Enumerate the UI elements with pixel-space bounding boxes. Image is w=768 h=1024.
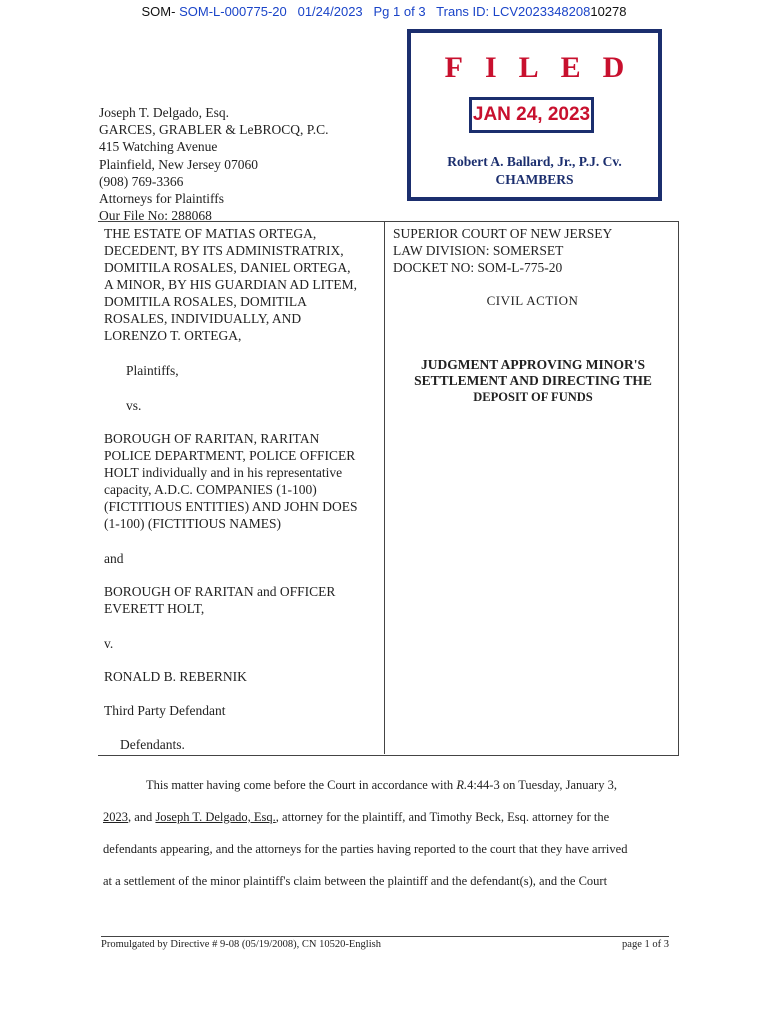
stamp-judge-name: Robert A. Ballard, Jr., P.J. Cv. <box>447 154 622 169</box>
attorney-city: Plainfield, New Jersey 07060 <box>99 156 258 172</box>
defendant-line: BOROUGH OF RARITAN, RARITAN <box>104 431 320 446</box>
third-party-defendant-name: RONALD B. REBERNIK <box>104 669 247 684</box>
defendant-line: POLICE DEPARTMENT, POLICE OFFICER <box>104 448 356 463</box>
attorney-block <box>99 104 329 224</box>
third-party-plaintiff-line: BOROUGH OF RARITAN and OFFICER <box>104 584 336 599</box>
header-trans-id: Trans ID: LCV2023348208 <box>436 4 591 19</box>
body-line-2 <box>103 810 671 825</box>
body-text: , and <box>128 810 156 824</box>
court-division: LAW DIVISION: SOMERSET <box>393 243 564 258</box>
title-line: SETTLEMENT AND DIRECTING THE <box>414 373 652 388</box>
footer-directive: Promulgated by Directive # 9-08 (05/19/2008), CN 10520-English <box>101 939 381 950</box>
attorney-name: Joseph T. Delgado, Esq. <box>99 105 229 120</box>
plaintiff-line: A MINOR, BY HIS GUARDIAN AD LITEM, <box>104 277 357 292</box>
stamp-date: JAN 24, 2023 <box>469 97 594 133</box>
header-page: Pg 1 of 3 <box>373 4 426 19</box>
plaintiff-line: ROSALES, INDIVIDUALLY, AND <box>104 311 302 326</box>
header-date: 01/24/2023 <box>297 4 363 19</box>
stamp-judge <box>411 153 658 189</box>
v-label: v. <box>104 636 114 651</box>
body-line-1 <box>103 778 714 793</box>
and-label: and <box>104 551 124 566</box>
filed-stamp <box>407 29 662 201</box>
plaintiff-line: DOMITILA ROSALES, DANIEL ORTEGA, <box>104 260 351 275</box>
footer-page-number: page 1 of 3 <box>622 939 669 950</box>
court-name: SUPERIOR COURT OF NEW JERSEY <box>393 226 613 241</box>
header-case-number: SOM-L-000775-20 <box>179 4 287 19</box>
body-line-4: at a settlement of the minor plaintiff's claim between the plaintiff and the defendant(s), and the Court <box>103 874 608 888</box>
defendant-line: (1-100) (FICTITIOUS NAMES) <box>104 516 281 531</box>
attorney-firm: GARCES, GRABLER & LeBROCQ, P.C. <box>99 122 329 138</box>
document-title <box>388 357 678 405</box>
plaintiff-attorney: Joseph T. Delgado, Esq. <box>155 810 276 824</box>
plaintiff-line: THE ESTATE OF MATIAS ORTEGA, <box>104 226 317 241</box>
attorney-street: 415 Watching Avenue <box>99 139 218 155</box>
hearing-year: 2023 <box>103 810 128 824</box>
attorney-role: Attorneys for Plaintiffs <box>99 191 224 207</box>
versus-label: vs. <box>126 398 142 413</box>
civil-action-label: CIVIL ACTION <box>486 293 579 308</box>
attorney-phone: (908) 769-3366 <box>99 173 184 189</box>
body-line-3: defendants appearing, and the attorneys for the parties having reported to the court that they have arrived <box>103 842 628 856</box>
body-text: This matter having come before the Court in accordance with <box>146 778 457 792</box>
defendant-line: (FICTITIOUS ENTITIES) AND JOHN DOES <box>104 499 358 514</box>
third-party-defendant-label: Third Party Defendant <box>104 703 226 718</box>
rule-citation: R. <box>456 778 468 792</box>
plaintiff-line: DOMITILA ROSALES, DOMITILA <box>104 294 307 309</box>
stamp-chambers: CHAMBERS <box>495 172 574 187</box>
filing-header <box>0 4 768 19</box>
plaintiff-line: LORENZO T. ORTEGA, <box>104 328 242 343</box>
court-info <box>393 225 612 276</box>
defendants-label: Defendants. <box>120 737 185 752</box>
title-line: DEPOSIT OF FUNDS <box>473 390 593 404</box>
attorney-file-number: Our File No: 288068 <box>99 208 212 224</box>
body-text: 4:44-3 on Tuesday, January 3, <box>467 778 617 792</box>
body-text: , attorney for the plaintiff, and Timothy Beck, Esq. attorney for the <box>275 810 610 824</box>
defendant-line: HOLT individually and in his representative <box>104 465 343 480</box>
stamp-filed-text: FILED <box>444 51 647 84</box>
docket-number: DOCKET NO: SOM-L-775-20 <box>393 260 563 275</box>
title-line: JUDGMENT APPROVING MINOR'S <box>420 357 645 372</box>
defendant-line: capacity, A.D.C. COMPANIES (1-100) <box>104 482 317 497</box>
third-party-plaintiff-line: EVERETT HOLT, <box>104 601 205 616</box>
header-prefix: SOM- <box>141 4 176 19</box>
footer-rule <box>101 936 669 937</box>
plaintiff-line: DECEDENT, BY ITS ADMINISTRATRIX, <box>104 243 344 258</box>
header-suffix: 10278 <box>590 4 627 19</box>
plaintiffs-label: Plaintiffs, <box>126 363 179 378</box>
